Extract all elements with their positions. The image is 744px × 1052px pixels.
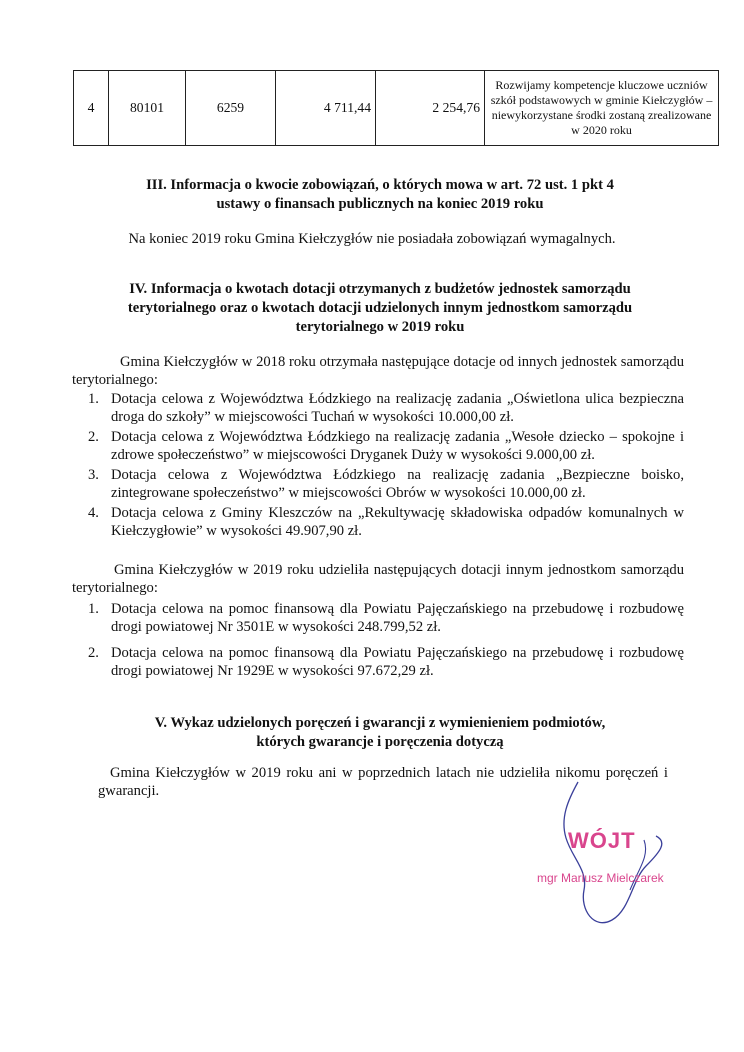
list-item-text: Dotacja celowa z Województwa Łódzkiego na realizację zadania „Wesołe dziecko – spokojne i zdrowe społeczeństwo” w miejscowości Dryganek Duży w wysokości 9.000,00 zł. bbox=[111, 429, 684, 463]
section-5-heading-line: których gwarancje i poręczenia dotyczą bbox=[256, 734, 504, 750]
list-item-text: Dotacja celowa na pomoc finansową dla Powiatu Pajęczańskiego na przebudowę i rozbudowę drogi powiatowej Nr 3501E w wysokości 248.799,52 zł. bbox=[111, 601, 684, 635]
list-item-text: Dotacja celowa z Gminy Kleszczów na „Rekultywację składowiska odpadów komunalnych w Kiełczygłowie” w wysokości 49.907,90 zł. bbox=[111, 505, 684, 539]
section-5-heading bbox=[60, 714, 700, 752]
table-cell-dzial: 80101 bbox=[109, 71, 186, 146]
table-cell-execution: 2 254,76 bbox=[376, 71, 485, 146]
list-item-text: Dotacja celowa z Województwa Łódzkiego na realizację zadania „Bezpieczne boisko, zintegrowane społeczeństwo” w miejscowości Obrów w wysokości 10.000,00 zł. bbox=[111, 467, 684, 501]
section-5-heading-line: V. Wykaz udzielonych poręczeń i gwarancji z wymienieniem podmiotów, bbox=[154, 715, 606, 731]
list-item-number: 3. bbox=[88, 467, 99, 483]
received-grants-intro: Gmina Kiełczygłów w 2018 roku otrzymała następujące dotacje od innych jednostek samorządu terytorialnego: bbox=[72, 354, 684, 388]
list-item-number: 2. bbox=[88, 429, 99, 445]
list-item bbox=[88, 600, 684, 636]
list-item-text: Dotacja celowa z Województwa Łódzkiego na realizację zadania „Oświetlona ulica bezpieczna droga do szkoły” w miejscowości Tuchań w wysokości 10.000,00 zł. bbox=[111, 391, 684, 425]
received-grants-list bbox=[88, 390, 684, 542]
list-item-text: Dotacja celowa na pomoc finansową dla Powiatu Pajęczańskiego na przebudowę i rozbudowę drogi powiatowej Nr 1929E w wysokości 97.672,29 zł. bbox=[111, 645, 684, 679]
section-4-heading-line: IV. Informacja o kwotach dotacji otrzymanych z budżetów jednostek samorządu bbox=[129, 281, 631, 297]
table-row bbox=[74, 71, 719, 146]
list-item-number: 2. bbox=[88, 645, 99, 661]
budget-table bbox=[73, 70, 719, 146]
list-item bbox=[88, 504, 684, 540]
section-5-text: Gmina Kiełczygłów w 2019 roku ani w poprzednich latach nie udzieliła nikomu poręczeń i gwarancji. bbox=[98, 765, 668, 799]
section-3-heading-line: ustawy o finansach publicznych na koniec 2019 roku bbox=[216, 196, 544, 212]
list-item-number: 1. bbox=[88, 601, 99, 617]
section-4-heading-line: terytorialnego oraz o kwotach dotacji udzielonych innym jednostkom samorządu bbox=[127, 300, 633, 316]
signature-image bbox=[520, 770, 710, 950]
list-item bbox=[88, 644, 684, 680]
section-4-heading-line: terytorialnego w 2019 roku bbox=[295, 319, 465, 335]
list-item-number: 4. bbox=[88, 505, 99, 521]
given-grants-intro: Gmina Kiełczygłów w 2019 roku udzieliła następujących dotacji innym jednostkom samorządu terytorialnego: bbox=[72, 562, 684, 596]
section-3-text: Na koniec 2019 roku Gmina Kiełczygłów nie posiadała zobowiązań wymagalnych. bbox=[128, 231, 616, 247]
table-cell-lp: 4 bbox=[74, 71, 109, 146]
section-4-heading bbox=[60, 280, 700, 337]
table-cell-paragraf: 6259 bbox=[186, 71, 276, 146]
table-cell-plan: 4 711,44 bbox=[276, 71, 376, 146]
stamp-name: mgr Mariusz Mielczarek bbox=[537, 871, 664, 885]
table-cell-remarks: Rozwijamy kompetencje kluczowe uczniów szkół podstawowych w gminie Kiełczygłów – niewykorzystane środki zostaną zrealizowane w 2020 roku bbox=[485, 71, 719, 146]
list-item bbox=[88, 390, 684, 426]
list-item-number: 1. bbox=[88, 391, 99, 407]
list-item bbox=[88, 428, 684, 464]
section-3-heading-line: III. Informacja o kwocie zobowiązań, o których mowa w art. 72 ust. 1 pkt 4 bbox=[146, 177, 614, 193]
given-grants-list bbox=[88, 600, 684, 682]
section-3-heading bbox=[60, 176, 700, 214]
list-item bbox=[88, 466, 684, 502]
stamp-title: WÓJT bbox=[568, 828, 636, 853]
